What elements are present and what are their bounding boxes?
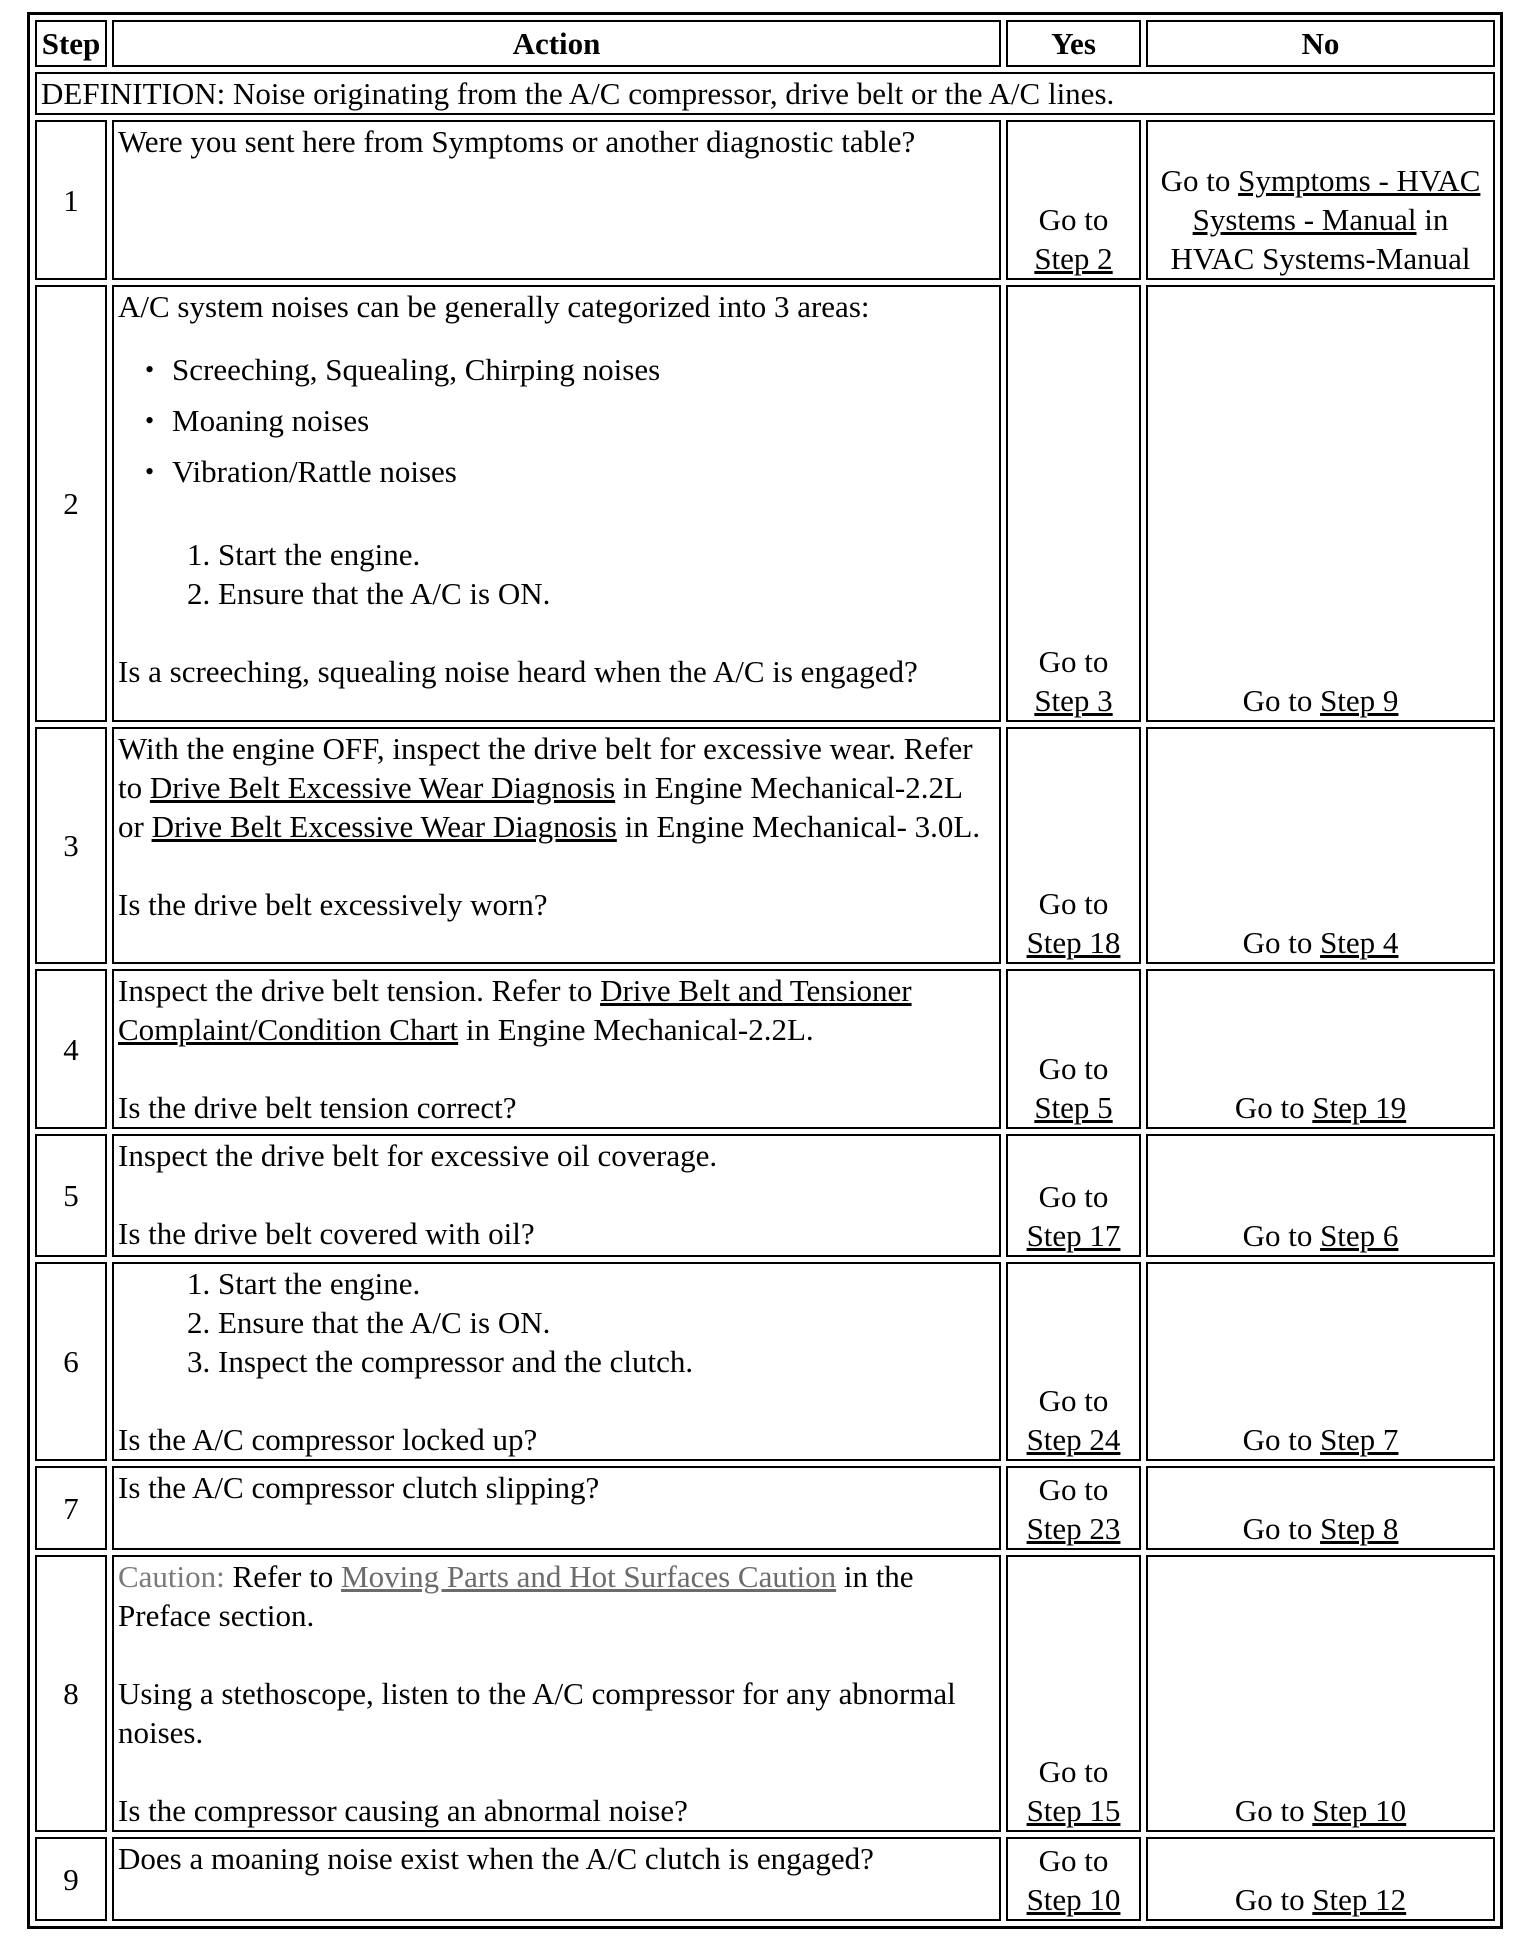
procedure-list [118, 1264, 995, 1381]
action-text: Inspect the drive belt tension. Refer to [118, 973, 593, 1008]
header-row [35, 20, 1495, 67]
go-to-label: Go to [1038, 644, 1109, 679]
action-text: in the Preface section. [118, 1559, 914, 1633]
yes-cell [1006, 969, 1141, 1129]
step-number: 4 [35, 969, 107, 1129]
go-to-label: Go to [1242, 1422, 1313, 1457]
list-item: • Screeching, Squealing, Chirping noises [172, 350, 995, 389]
step-number: 7 [35, 1466, 107, 1550]
header-no: No [1146, 20, 1495, 67]
no-link[interactable]: Step 8 [1320, 1511, 1399, 1546]
yes-link[interactable]: Step 5 [1034, 1090, 1113, 1125]
no-link[interactable]: Step 10 [1312, 1793, 1407, 1828]
action-text: in Engine Mechanical-2.2L. [465, 1012, 814, 1047]
no-link[interactable]: Step 6 [1320, 1218, 1399, 1253]
list-item: 1. Start the engine. [218, 1264, 995, 1303]
go-to-label: Go to [1242, 1218, 1313, 1253]
list-item: 2. Ensure that the A/C is ON. [218, 1303, 995, 1342]
list-item: 3. Inspect the compressor and the clutch. [218, 1342, 995, 1381]
table-row [35, 120, 1495, 280]
action-cell [112, 969, 1001, 1129]
reference-link[interactable]: Drive Belt and Tensioner Complaint/Condition Chart [118, 973, 912, 1047]
no-cell [1146, 1837, 1495, 1921]
question-text: Is the A/C compressor clutch slipping? [118, 1470, 600, 1505]
table-row [35, 1837, 1495, 1921]
intro-text: A/C system noises can be generally categorized into 3 areas: [118, 289, 870, 324]
step-number: 6 [35, 1262, 107, 1461]
no-cell [1146, 120, 1495, 280]
spacer [118, 1175, 995, 1214]
go-to-label: Go to [1234, 1882, 1305, 1917]
no-cell [1146, 1134, 1495, 1257]
yes-cell [1006, 1555, 1141, 1832]
step-number: 5 [35, 1134, 107, 1257]
question-text: Is the drive belt covered with oil? [118, 1216, 535, 1251]
question-text: Does a moaning noise exist when the A/C clutch is engaged? [118, 1841, 874, 1876]
yes-cell [1006, 1837, 1141, 1921]
yes-cell [1006, 727, 1141, 964]
diagnostic-page [27, 12, 1487, 1929]
question-text: Is the drive belt tension correct? [118, 1090, 517, 1125]
spacer [118, 613, 995, 652]
go-to-label: Go to [1160, 163, 1231, 198]
action-text: Using a stethoscope, listen to the A/C compressor for any abnormal noises. [118, 1676, 956, 1750]
reference-link[interactable]: Drive Belt Excessive Wear Diagnosis [149, 770, 616, 805]
step-number: 9 [35, 1837, 107, 1921]
action-cell [112, 1466, 1001, 1550]
go-to-label: Go to [1038, 1383, 1109, 1418]
no-link[interactable]: Step 7 [1320, 1422, 1399, 1457]
action-cell [112, 1262, 1001, 1461]
no-cell [1146, 285, 1495, 722]
question-text: Is the drive belt excessively worn? [118, 887, 548, 922]
spacer [118, 1049, 995, 1088]
no-suffix: HVAC Systems-Manual [1170, 241, 1471, 276]
action-text: With the engine OFF, inspect the drive belt for excessive wear. Refer to [118, 731, 973, 805]
go-to-label: Go to [1038, 886, 1109, 921]
yes-link[interactable]: Step 18 [1026, 925, 1121, 960]
header-action: Action [112, 20, 1001, 67]
go-to-label: Go to [1038, 1051, 1109, 1086]
yes-cell [1006, 285, 1141, 722]
reference-link[interactable]: Drive Belt Excessive Wear Diagnosis [151, 809, 617, 844]
spacer [118, 1381, 995, 1420]
yes-link[interactable]: Step 17 [1026, 1218, 1121, 1253]
no-link[interactable]: Step 9 [1320, 683, 1399, 718]
definition-text: DEFINITION: Noise originating from the A/C compressor, drive belt or the A/C lines. [35, 72, 1495, 115]
yes-cell [1006, 120, 1141, 280]
no-cell [1146, 1466, 1495, 1550]
action-cell [112, 1837, 1001, 1921]
caution-link[interactable]: Moving Parts and Hot Surfaces Caution [341, 1559, 837, 1594]
table-row [35, 969, 1495, 1129]
header-step: Step [35, 20, 107, 67]
yes-cell [1006, 1134, 1141, 1257]
go-to-label: Go to [1242, 683, 1313, 718]
yes-link[interactable]: Step 15 [1026, 1793, 1121, 1828]
action-text: Refer to [232, 1559, 334, 1594]
action-text: in Engine Mechanical-2.2L or [118, 770, 962, 844]
no-cell [1146, 1555, 1495, 1832]
go-to-label: Go to [1038, 1179, 1109, 1214]
question-text: Is a screeching, squealing noise heard when the A/C is engaged? [118, 654, 918, 689]
yes-cell [1006, 1466, 1141, 1550]
no-link[interactable]: Step 19 [1312, 1090, 1407, 1125]
table-row [35, 1466, 1495, 1550]
definition-row [35, 72, 1495, 115]
go-to-label: Go to [1234, 1090, 1305, 1125]
question-text: Is the A/C compressor locked up? [118, 1422, 538, 1457]
no-link[interactable]: Symptoms - HVAC Systems - Manual [1192, 163, 1481, 237]
action-cell [112, 120, 1001, 280]
action-cell [112, 285, 1001, 722]
go-to-label: Go to [1038, 202, 1109, 237]
table-row [35, 285, 1495, 722]
spacer [118, 1635, 995, 1674]
yes-cell [1006, 1262, 1141, 1461]
step-number: 3 [35, 727, 107, 964]
no-cell [1146, 969, 1495, 1129]
yes-link[interactable]: Step 24 [1026, 1422, 1121, 1457]
go-to-label: Go to [1242, 925, 1313, 960]
noise-category-list [118, 350, 995, 491]
step-number: 1 [35, 120, 107, 280]
table-row [35, 1134, 1495, 1257]
go-to-label: Go to [1234, 1793, 1305, 1828]
diagnostic-table [27, 12, 1503, 1929]
step-number: 8 [35, 1555, 107, 1832]
no-link[interactable]: Step 12 [1312, 1882, 1407, 1917]
go-to-label: Go to [1038, 1754, 1109, 1789]
yes-link[interactable]: Step 23 [1026, 1511, 1121, 1546]
table-row [35, 1555, 1495, 1832]
step-number: 2 [35, 285, 107, 722]
go-to-label: Go to [1038, 1843, 1109, 1878]
spacer [118, 1752, 995, 1791]
go-to-label: Go to [1242, 1511, 1313, 1546]
question-text: Is the compressor causing an abnormal noise? [118, 1793, 688, 1828]
question-text: Were you sent here from Symptoms or another diagnostic table? [118, 124, 916, 159]
yes-link[interactable]: Step 10 [1026, 1882, 1121, 1917]
no-cell [1146, 1262, 1495, 1461]
caution-label: Caution: [118, 1559, 225, 1594]
action-cell [112, 1555, 1001, 1832]
action-text: in Engine Mechanical- 3.0L. [624, 809, 981, 844]
list-item: 1. Start the engine. [218, 535, 995, 574]
in-word: in [1424, 202, 1449, 237]
go-to-label: Go to [1038, 1472, 1109, 1507]
table-row [35, 1262, 1495, 1461]
list-item: 2. Ensure that the A/C is ON. [218, 574, 995, 613]
no-cell [1146, 727, 1495, 964]
no-link[interactable]: Step 4 [1320, 925, 1399, 960]
header-yes: Yes [1006, 20, 1141, 67]
action-cell [112, 1134, 1001, 1257]
list-item: • Moaning noises [172, 401, 995, 440]
yes-link[interactable]: Step 2 [1034, 241, 1113, 276]
table-row [35, 727, 1495, 964]
action-cell [112, 727, 1001, 964]
action-text: Inspect the drive belt for excessive oil coverage. [118, 1138, 718, 1173]
spacer [118, 846, 995, 885]
yes-link[interactable]: Step 3 [1034, 683, 1113, 718]
list-item: • Vibration/Rattle noises [172, 452, 995, 491]
procedure-list [118, 535, 995, 613]
